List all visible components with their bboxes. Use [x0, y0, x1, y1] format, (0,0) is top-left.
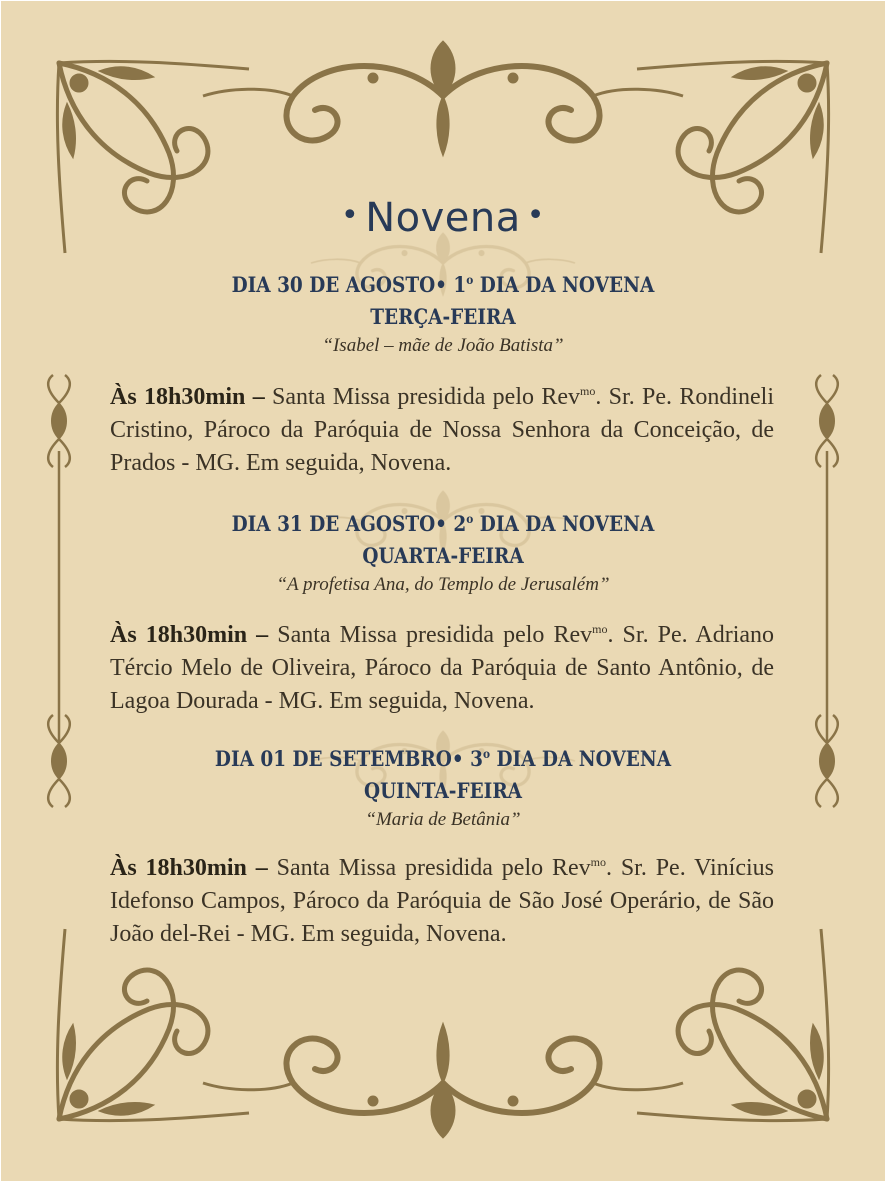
- day-2-time: Às 18h30min –: [110, 622, 269, 648]
- day-3-novena-label: DIA DA NOVENA: [496, 746, 672, 771]
- day-1-text-b: . Sr. Pe. Rondineli Cristino, Pároco da Paróquia de Nossa Senhora da Conceição, de Prados - MG. Em seguida, Novena.: [110, 384, 775, 476]
- day-1-ordinal: 1: [453, 272, 467, 297]
- day-3-heading: [61, 738, 825, 834]
- day-3-bullet: •: [451, 746, 464, 771]
- day-1-abbr: mo: [580, 384, 596, 398]
- page-title: [1, 195, 885, 241]
- day-3-date: DIA 01 DE SETEMBRO: [214, 746, 452, 771]
- day-2-text-a: Santa Missa presidida pelo Rev: [277, 622, 593, 648]
- day-3-ordinal: 3: [470, 746, 483, 771]
- day-2-description: [110, 613, 774, 718]
- title-bullet-left: •: [341, 198, 360, 233]
- day-3-text-b: . Sr. Pe. Vinícius Idefonso Campos, Pároco da Paróquia de São José Operário, de São João del-Rei - MG. Em seguida, Novena.: [110, 855, 774, 947]
- day-1-heading: [61, 264, 825, 360]
- novena-flyer: [1, 1, 885, 1181]
- day-1-date-line: [107, 264, 779, 301]
- day-3-description: [110, 846, 774, 951]
- day-1-text-a: Santa Missa presidida pelo Rev: [272, 384, 580, 410]
- day-2-text-b: . Sr. Pe. Adriano Tércio Melo de Oliveira, Pároco da Paróquia de Santo Antônio, de Lagoa Dourada - MG. Em seguida, Novena.: [110, 622, 775, 714]
- day-2-novena-label: DIA DA NOVENA: [479, 511, 655, 536]
- day-2-ordinal-suffix: o: [466, 512, 474, 526]
- day-2-date: DIA 31 DE AGOSTO: [231, 511, 436, 536]
- day-1-bullet: •: [435, 272, 448, 297]
- day-1-novena-label: DIA DA NOVENA: [479, 272, 655, 297]
- day-2-heading: [61, 503, 825, 599]
- title-text: Novena: [365, 195, 521, 241]
- day-3-weekday: QUINTA-FEIRA: [363, 778, 523, 803]
- day-3-ordinal-suffix: o: [482, 747, 491, 761]
- day-2-abbr: mo: [592, 622, 608, 636]
- day-3-date-line: [107, 738, 779, 775]
- day-3-abbr: mo: [590, 855, 606, 869]
- day-1-theme: “Isabel – mãe de João Batista”: [322, 335, 564, 356]
- day-2-date-line: [107, 503, 779, 540]
- day-2-weekday: QUARTA-FEIRA: [362, 543, 524, 568]
- day-1-ordinal-suffix: o: [466, 273, 474, 287]
- day-1-date: DIA 30 DE AGOSTO: [231, 272, 436, 297]
- day-2-theme: “A profetisa Ana, do Templo de Jerusalém”: [276, 574, 610, 595]
- day-2-bullet: •: [435, 511, 448, 536]
- day-1-weekday: TERÇA-FEIRA: [370, 304, 516, 329]
- day-2-ordinal: 2: [453, 511, 467, 536]
- title-bullet-right: •: [526, 198, 545, 233]
- day-3-theme: “Maria de Betânia”: [365, 809, 521, 830]
- day-1-description: [110, 375, 774, 480]
- day-1-time: Às 18h30min –: [110, 384, 265, 410]
- day-3-time: Às 18h30min –: [110, 855, 268, 881]
- day-3-text-a: Santa Missa presidida pelo Rev: [276, 855, 591, 881]
